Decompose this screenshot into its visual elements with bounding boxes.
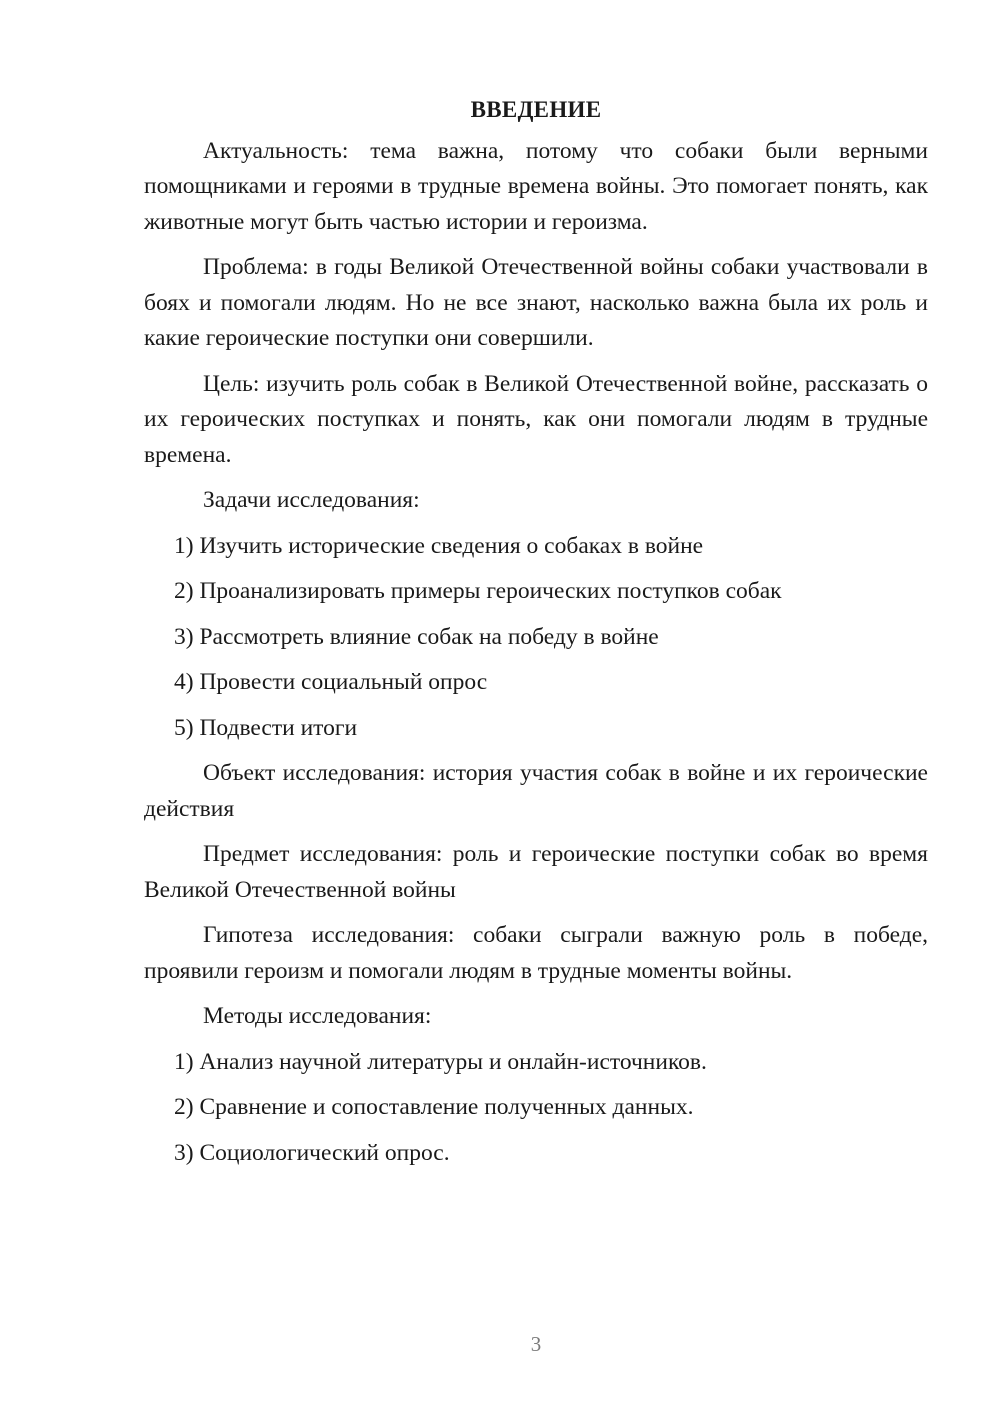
goal-paragraph: Цель: изучить роль собак в Великой Отечественной войне, рассказать о их героических поступках и понять, как они помогали людям в трудные времена. (144, 370, 928, 468)
page-number: 3 (530, 1332, 542, 1356)
relevance-paragraph: Актуальность: тема важна, потому что собаки были верными помощниками и героями в трудные времена войны. Это помогает понять, как животные могут быть частью истории и героизма. (144, 137, 928, 235)
tasks-heading: Задачи исследования: (203, 487, 420, 513)
method-item-1: 1) Анализ научной литературы и онлайн-источников. (174, 1048, 707, 1075)
problem-paragraph: Проблема: в годы Великой Отечественной войны собаки участвовали в боях и помогали людям. Но не все знают, насколько важна была их роль и какие героические поступки они совершили. (144, 254, 928, 351)
task-item-3: 3) Рассмотреть влияние собак на победу в войне (174, 623, 659, 650)
method-item-3: 3) Социологический опрос. (174, 1139, 450, 1166)
task-item-1: 1) Изучить исторические сведения о собаках в войне (174, 532, 704, 559)
section-title: ВВЕДЕНИЕ (470, 97, 602, 122)
subject-paragraph: Предмет исследования: роль и героические поступки собак во время Великой Отечественной войны (144, 841, 928, 903)
task-item-5: 5) Подвести итоги (174, 714, 358, 741)
method-item-2: 2) Сравнение и сопоставление полученных данных. (174, 1094, 694, 1120)
task-item-4: 4) Провести социальный опрос (174, 669, 488, 695)
methods-heading: Методы исследования: (203, 1003, 432, 1029)
object-paragraph: Объект исследования: история участия собак в войне и их героические действия (144, 760, 928, 822)
task-item-2: 2) Проанализировать примеры героических поступков собак (174, 578, 782, 604)
hypothesis-paragraph: Гипотеза исследования: собаки сыграли важную роль в победе, проявили героизм и помогали людям в трудные моменты войны. (144, 922, 928, 984)
page-content (144, 92, 928, 1181)
